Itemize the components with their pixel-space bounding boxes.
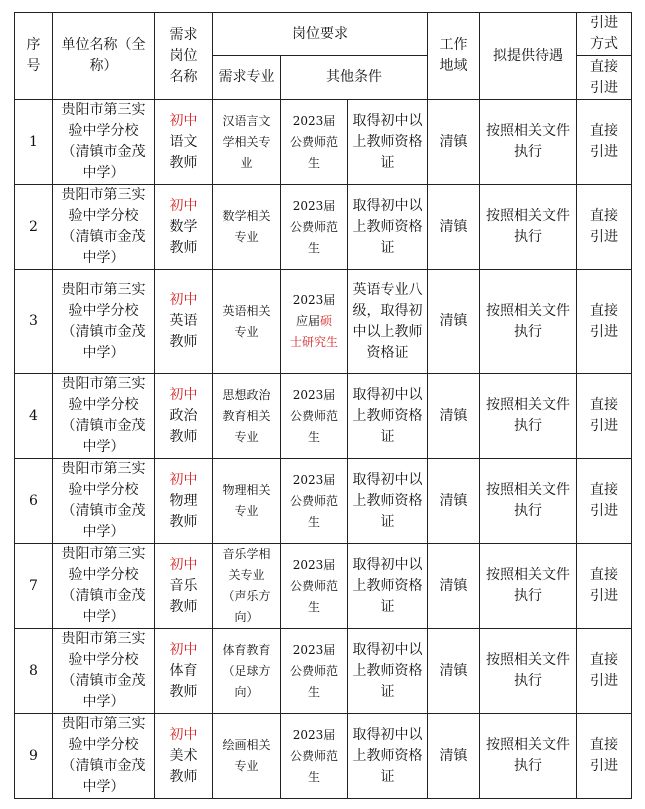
header-method: 引进方式 <box>577 13 632 56</box>
row-major: 绘画相关专业 <box>213 714 281 799</box>
row-method: 直接引进 <box>577 100 632 185</box>
row-cond2: 英语专业八级，取得初中以上教师资格证 <box>348 270 428 374</box>
row-unit: 贵阳市第三实验中学分校（清镇市金茂中学） <box>53 100 155 185</box>
row-seq: 2 <box>15 185 53 270</box>
row-subject: 物理教师 <box>169 492 198 530</box>
row-cond2: 取得初中以上教师资格证 <box>348 714 428 799</box>
row-cond1-text: 2023届应届 <box>292 293 336 328</box>
row-method: 直接引进 <box>577 270 632 374</box>
header-location: 工作地域 <box>428 13 480 100</box>
row-major: 思想政治教育相关专业 <box>213 374 281 459</box>
table-row <box>15 100 632 185</box>
row-seq: 3 <box>15 270 53 374</box>
row-method: 直接引进 <box>577 459 632 544</box>
row-cond1-text: 2023届公费师范生 <box>290 113 339 170</box>
row-unit: 贵阳市第三实验中学分校（清镇市金茂中学） <box>53 185 155 270</box>
header-other: 其他条件 <box>281 56 428 100</box>
row-location: 清镇 <box>428 185 480 270</box>
table-row <box>15 714 632 799</box>
row-unit: 贵阳市第三实验中学分校（清镇市金茂中学） <box>53 714 155 799</box>
row-treatment: 按照相关文件执行 <box>480 544 577 629</box>
header-treatment: 拟提供待遇 <box>480 13 577 100</box>
row-method: 直接引进 <box>577 544 632 629</box>
row-method: 直接引进 <box>577 629 632 714</box>
row-major: 英语相关专业 <box>213 270 281 374</box>
header-requirements: 岗位要求 <box>213 13 428 56</box>
row-level: 初中 <box>169 641 198 658</box>
row-seq: 6 <box>15 459 53 544</box>
row-post <box>155 714 213 799</box>
row-cond1 <box>281 629 348 714</box>
header-major: 需求专业 <box>213 56 281 100</box>
row-major: 数学相关专业 <box>213 185 281 270</box>
row-post <box>155 544 213 629</box>
row-post <box>155 185 213 270</box>
row-seq: 4 <box>15 374 53 459</box>
row-cond1-text: 2023届公费师范生 <box>290 557 339 614</box>
row-seq: 7 <box>15 544 53 629</box>
row-treatment: 按照相关文件执行 <box>480 185 577 270</box>
row-cond2: 取得初中以上教师资格证 <box>348 629 428 714</box>
row-major: 音乐学相关专业（声乐方向） <box>213 544 281 629</box>
table-row <box>15 544 632 629</box>
row-unit: 贵阳市第三实验中学分校（清镇市金茂中学） <box>53 629 155 714</box>
row-cond1-red: 硕士研究生 <box>290 314 339 349</box>
recruitment-table <box>14 12 632 799</box>
row-location: 清镇 <box>428 374 480 459</box>
table-row <box>15 629 632 714</box>
row-subject: 音乐教师 <box>169 577 198 615</box>
table-row <box>15 374 632 459</box>
row-major: 物理相关专业 <box>213 459 281 544</box>
row-post <box>155 100 213 185</box>
row-level: 初中 <box>169 471 198 488</box>
row-treatment: 按照相关文件执行 <box>480 270 577 374</box>
row-subject: 体育教师 <box>169 662 198 700</box>
row-cond1-text: 2023届公费师范生 <box>290 198 339 255</box>
row-cond1-text: 2023届公费师范生 <box>290 642 339 699</box>
row-treatment: 按照相关文件执行 <box>480 714 577 799</box>
row-subject: 数学教师 <box>169 218 198 256</box>
row-post <box>155 374 213 459</box>
row-level: 初中 <box>169 556 198 573</box>
row-subject: 美术教师 <box>169 747 198 785</box>
row-level: 初中 <box>169 726 198 743</box>
row-seq: 9 <box>15 714 53 799</box>
table-row <box>15 185 632 270</box>
row-treatment: 按照相关文件执行 <box>480 629 577 714</box>
row-seq: 8 <box>15 629 53 714</box>
row-method: 直接引进 <box>577 185 632 270</box>
row-location: 清镇 <box>428 100 480 185</box>
row-post <box>155 629 213 714</box>
table-row <box>15 270 632 374</box>
row-location: 清镇 <box>428 714 480 799</box>
row-cond1-text: 2023届公费师范生 <box>290 727 339 784</box>
row-cond1 <box>281 714 348 799</box>
row-cond1 <box>281 100 348 185</box>
row-treatment: 按照相关文件执行 <box>480 374 577 459</box>
row-unit: 贵阳市第三实验中学分校（清镇市金茂中学） <box>53 270 155 374</box>
row-subject: 政治教师 <box>169 407 198 445</box>
row-subject: 英语教师 <box>169 313 198 350</box>
row-unit: 贵阳市第三实验中学分校（清镇市金茂中学） <box>53 459 155 544</box>
row-treatment: 按照相关文件执行 <box>480 100 577 185</box>
row-cond2: 取得初中以上教师资格证 <box>348 185 428 270</box>
header-seq: 序号 <box>15 13 53 100</box>
row-seq: 1 <box>15 100 53 185</box>
row-unit: 贵阳市第三实验中学分校（清镇市金茂中学） <box>53 374 155 459</box>
row-location: 清镇 <box>428 459 480 544</box>
row-cond1 <box>281 185 348 270</box>
row-subject: 语文教师 <box>169 133 198 171</box>
row-location: 清镇 <box>428 544 480 629</box>
row-cond1 <box>281 374 348 459</box>
row-cond2: 取得初中以上教师资格证 <box>348 459 428 544</box>
row-level: 初中 <box>169 292 198 308</box>
row-location: 清镇 <box>428 270 480 374</box>
row-level: 初中 <box>169 112 198 129</box>
row-level: 初中 <box>169 386 198 403</box>
row-cond1-text: 2023届公费师范生 <box>290 387 339 444</box>
row-location: 清镇 <box>428 629 480 714</box>
row-method: 直接引进 <box>577 714 632 799</box>
header-unit: 单位名称（全称） <box>53 13 155 100</box>
row-cond1-text: 2023届公费师范生 <box>290 472 339 529</box>
row-cond1 <box>281 270 348 374</box>
row-treatment: 按照相关文件执行 <box>480 459 577 544</box>
row-unit: 贵阳市第三实验中学分校（清镇市金茂中学） <box>53 544 155 629</box>
row-post <box>155 270 213 374</box>
row-major: 体育教育（足球方向） <box>213 629 281 714</box>
row-level: 初中 <box>169 197 198 214</box>
header-method-value: 直接引进 <box>577 56 632 100</box>
row-cond2: 取得初中以上教师资格证 <box>348 544 428 629</box>
row-cond2: 取得初中以上教师资格证 <box>348 374 428 459</box>
row-cond2: 取得初中以上教师资格证 <box>348 100 428 185</box>
table-row <box>15 459 632 544</box>
row-major: 汉语言文学相关专业 <box>213 100 281 185</box>
row-cond1 <box>281 459 348 544</box>
row-method: 直接引进 <box>577 374 632 459</box>
header-post-name: 需求岗位名称 <box>155 13 213 100</box>
row-post <box>155 459 213 544</box>
row-cond1 <box>281 544 348 629</box>
